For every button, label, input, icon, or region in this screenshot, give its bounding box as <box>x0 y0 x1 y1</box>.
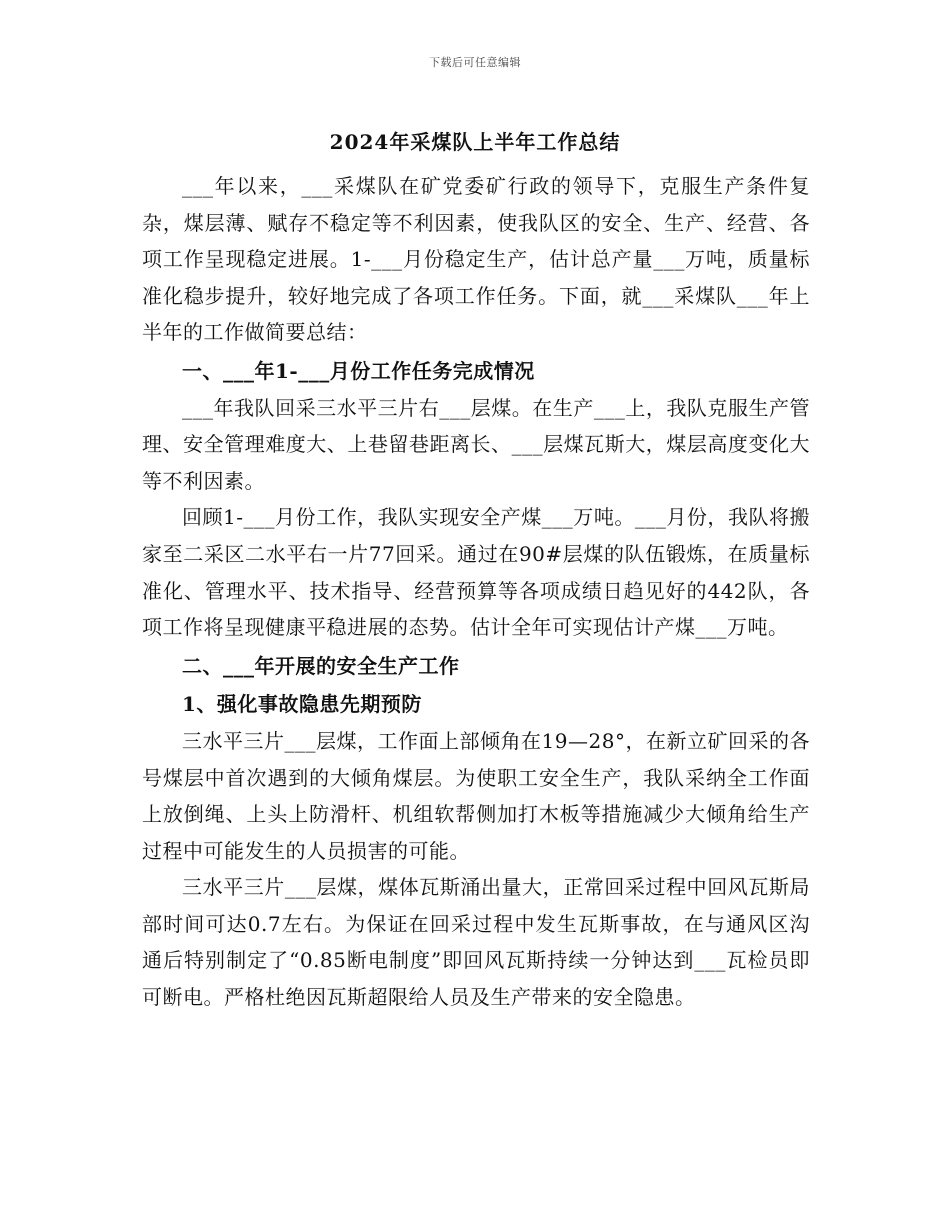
document-body <box>142 168 810 1016</box>
body-paragraph: 三水平三片___层煤，煤体瓦斯涌出量大，正常回采过程中回风瓦斯局部时间可达0.7左右。为保证在回采过程中发生瓦斯事故，在与通风区沟通后特别制定了“0.85断电制度”即回风瓦斯持续一分钟达到___瓦检员即可断电。严格杜绝因瓦斯超限给人员及生产带来的安全隐患。 <box>142 875 810 1010</box>
header-note: 下载后可任意编辑 <box>429 56 521 69</box>
section-heading-1: 一、___年1-___月份工作任务完成情况 <box>182 358 535 383</box>
section-heading-2: 二、___年开展的安全生产工作 <box>182 653 460 678</box>
subsection-heading-1: 1、强化事故隐患先期预防 <box>182 692 422 717</box>
body-paragraph: 三水平三片___层煤，工作面上部倾角在19—28°，在新立矿回采的各号煤层中首次遇到的大倾角煤层。为使职工安全生产，我队采纳全工作面上放倒绳、上头上防滑杆、机组软帮侧加打木板等措施减少大倾角给生产过程中可能发生的人员损害的可能。 <box>142 728 810 863</box>
intro-paragraph: ___年以来，___采煤队在矿党委矿行政的领导下，克服生产条件复杂，煤层薄、赋存不稳定等不利因素，使我队区的安全、生产、经营、各项工作呈现稳定进展。1-___月份稳定生产，估计总产量___万吨，质量标准化稳步提升，较好地完成了各项工作任务。下面，就___采煤队___年上半年的工作做简要总结： <box>142 174 810 345</box>
body-paragraph: ___年我队回采三水平三片右___层煤。在生产___上，我队克服生产管理、安全管理难度大、上巷留巷距离长、___层煤瓦斯大，煤层高度变化大等不利因素。 <box>142 395 810 493</box>
page-title: 2024年采煤队上半年工作总结 <box>329 130 621 154</box>
body-paragraph: 回顾1-___月份工作，我队实现安全产煤___万吨。___月份，我队将搬家至二采区二水平右一片77回采。通过在90#层煤的队伍锻炼，在质量标准化、管理水平、技术指导、经营预算等各项成绩日趋见好的442队，各项工作将呈现健康平稳进展的态势。估计全年可实现估计产煤___万吨。 <box>142 505 810 640</box>
